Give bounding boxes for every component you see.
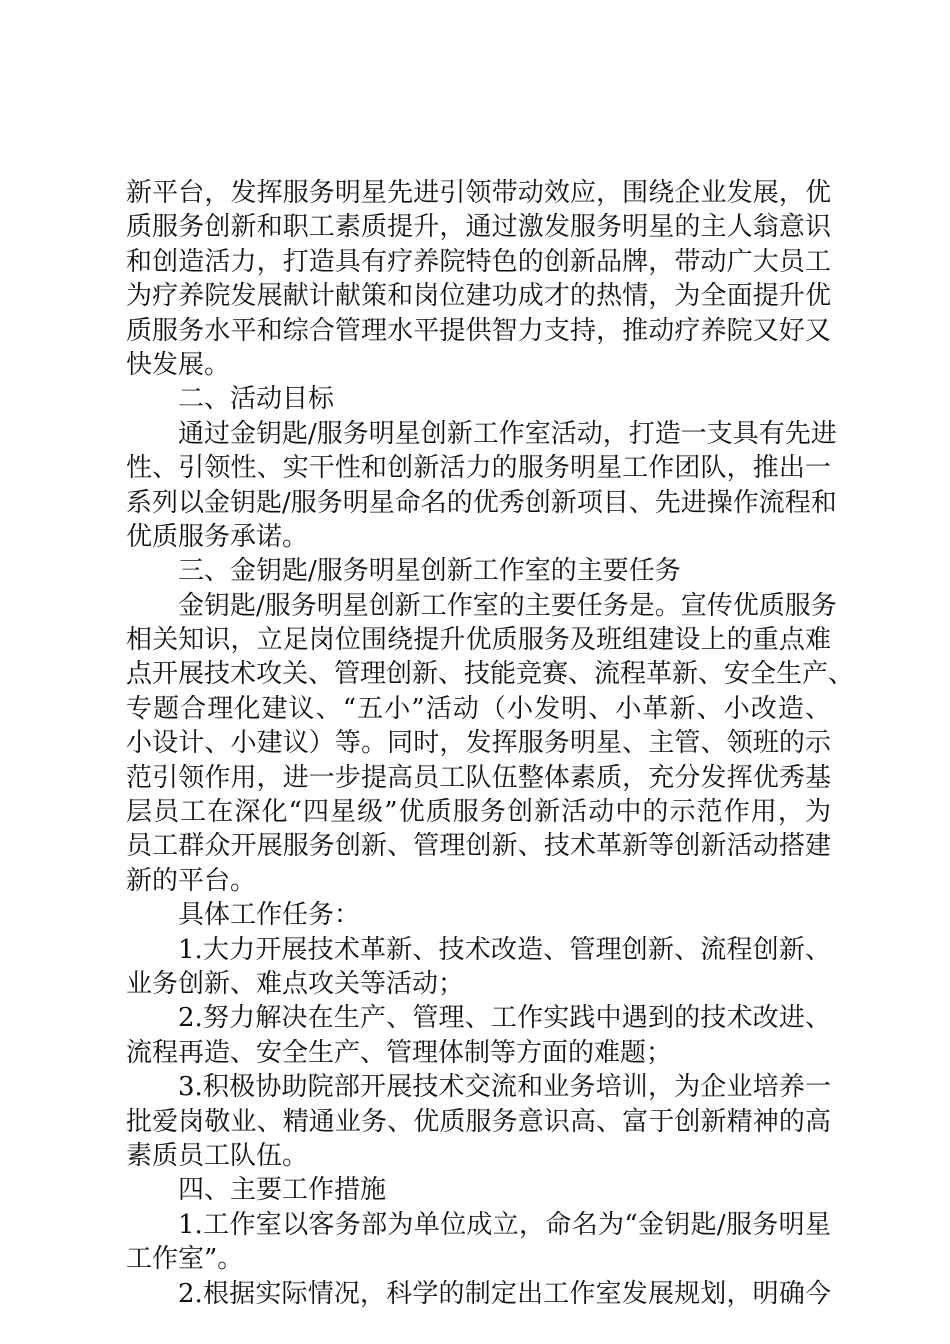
- text-line: 三、金钥匙/服务明星创新工作室的主要任务: [178, 556, 681, 587]
- text-line: 层员工在深化“四星级”优质服务创新活动中的示范作用，为: [126, 797, 831, 828]
- text-line: 小设计、小建议）等。同时，发挥服务明星、主管、领班的示: [126, 728, 831, 759]
- text-line: 2.努力解决在生产、管理、工作实践中遇到的技术改进、: [178, 1003, 831, 1034]
- text-line: 质服务水平和综合管理水平提供智力支持，推动疗养院又好又: [126, 315, 831, 346]
- text-line: 流程再造、安全生产、管理体制等方面的难题；: [126, 1037, 673, 1068]
- text-line: 四、主要工作措施: [178, 1175, 387, 1206]
- text-line: 为疗养院发展献计献策和岗位建功成才的热情，为全面提升优: [126, 281, 831, 312]
- text-line: 快发展。: [126, 349, 231, 380]
- text-line: 范引领作用，进一步提高员工队伍整体素质，充分发挥优秀基: [126, 762, 831, 793]
- text-line: 二、活动目标: [178, 384, 335, 415]
- text-line: 1.工作室以客务部为单位成立，命名为“金钥匙/服务明星: [178, 1209, 831, 1240]
- text-line: 质服务创新和职工素质提升，通过激发服务明星的主人翁意识: [126, 212, 831, 243]
- text-line: 新平台，发挥服务明星先进引领带动效应，围绕企业发展，优: [126, 178, 831, 208]
- text-line: 点开展技术攻关、管理创新、技能竞赛、流程革新、安全生产、: [126, 659, 855, 690]
- text-line: 1.大力开展技术革新、技术改造、管理创新、流程创新、: [178, 934, 831, 965]
- text-line: 新的平台。: [126, 865, 257, 896]
- text-line: 素质员工队伍。: [126, 1140, 309, 1171]
- text-line: 性、引领性、实干性和创新活力的服务明星工作团队，推出一: [126, 453, 831, 484]
- text-line: 工作室”。: [126, 1244, 244, 1275]
- text-line: 业务创新、难点攻关等活动；: [126, 968, 465, 999]
- text-line: 具体工作任务：: [178, 900, 361, 931]
- text-line: 金钥匙/服务明星创新工作室的主要任务是。宣传优质服务: [178, 590, 837, 621]
- text-line: 系列以金钥匙/服务明星命名的优秀创新项目、先进操作流程和: [126, 487, 837, 518]
- text-line: 优质服务承诺。: [126, 521, 309, 552]
- text-line: 通过金钥匙/服务明星创新工作室活动，打造一支具有先进: [178, 418, 837, 449]
- text-line: 专题合理化建议、“五小”活动（小发明、小革新、小改造、: [126, 693, 831, 724]
- text-line: 相关知识，立足岗位围绕提升优质服务及班组建设上的重点难: [126, 625, 831, 656]
- text-line: 2.根据实际情况，科学的制定出工作室发展规划，明确今: [178, 1278, 831, 1309]
- text-line: 和创造活力，打造具有疗养院特色的创新品牌，带动广大员工: [126, 246, 831, 277]
- text-line: 3.积极协助院部开展技术交流和业务培训，为企业培养一: [178, 1072, 831, 1103]
- text-line: 批爱岗敬业、精通业务、优质服务意识高、富于创新精神的高: [126, 1106, 831, 1137]
- text-line: 员工群众开展服务创新、管理创新、技术革新等创新活动搭建: [126, 831, 831, 862]
- document-page: [126, 176, 855, 1311]
